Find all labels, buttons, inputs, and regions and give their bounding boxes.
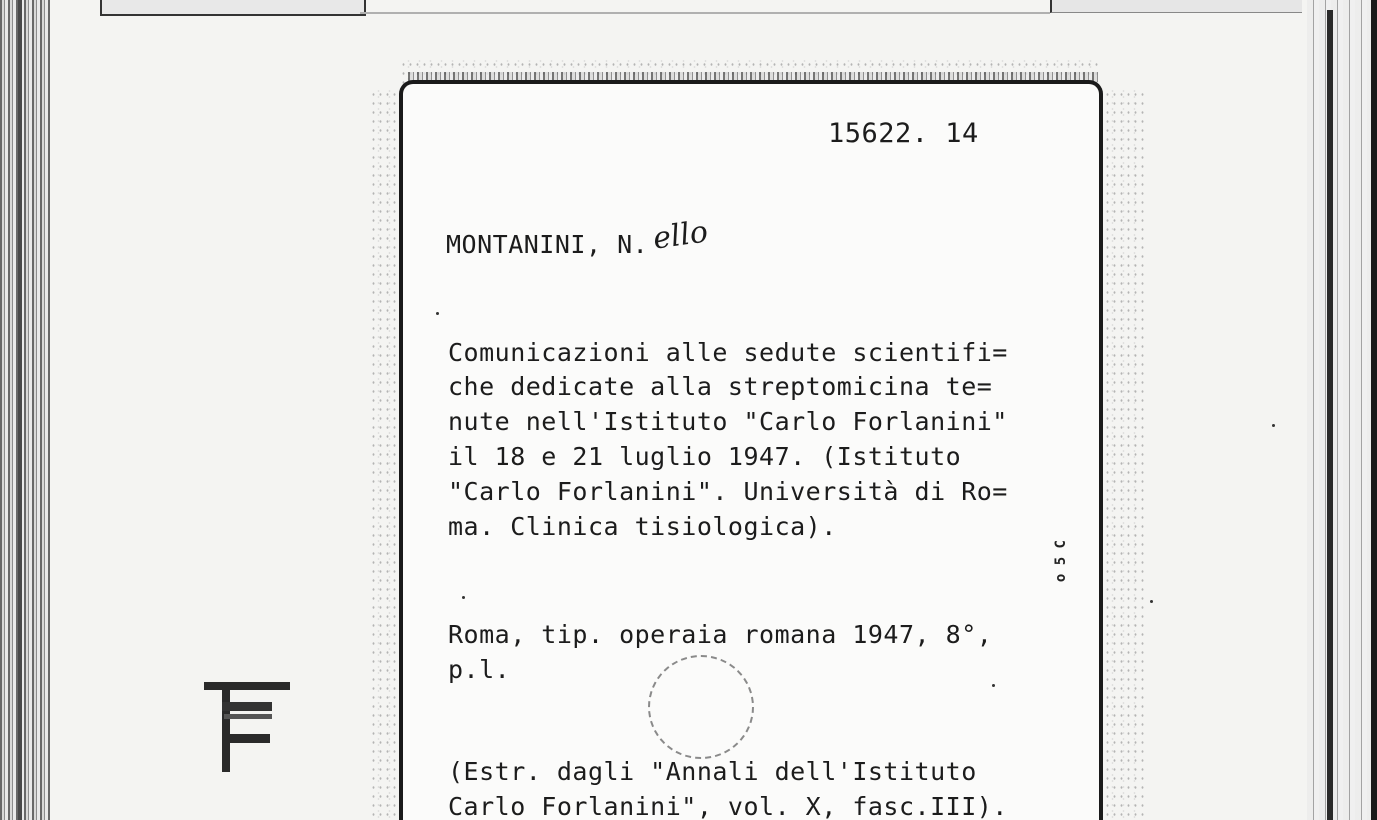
card-number: 15622. 14 bbox=[828, 118, 979, 149]
scan-far-right-border bbox=[1371, 0, 1377, 820]
title-line: nute nell'Istituto "Carlo Forlanini" bbox=[448, 407, 1008, 436]
scan-left-edge bbox=[0, 0, 50, 820]
scan-dot bbox=[1272, 424, 1275, 427]
scan-noise-right bbox=[1104, 90, 1144, 820]
title-line: il 18 e 21 luglio 1947. (Istituto bbox=[448, 442, 962, 471]
scan-noise-left bbox=[370, 90, 400, 820]
scan-top-right-card-edge bbox=[1050, 0, 1302, 13]
f-stamp-mark bbox=[202, 680, 292, 775]
scan-top-line bbox=[360, 12, 1050, 14]
scan-dot bbox=[992, 684, 995, 687]
handwritten-author-completion: ello bbox=[650, 214, 711, 257]
note-line: Carlo Forlanini", vol. X, fasc.III). bbox=[448, 792, 1008, 820]
title-line: ma. Clinica tisiologica). bbox=[448, 512, 837, 541]
imprint-line: Roma, tip. operaia romana 1947, 8°, bbox=[448, 620, 993, 649]
title-line: Comunicazioni alle sedute scientifi= bbox=[448, 338, 1008, 367]
scan-dot bbox=[462, 596, 465, 599]
faint-circle-stamp bbox=[648, 655, 754, 759]
title-line: che dedicate alla streptomicina te= bbox=[448, 372, 993, 401]
author-name: MONTANINI, N. bbox=[446, 230, 649, 259]
imprint-line: p.l. bbox=[448, 655, 511, 684]
scan-dot bbox=[436, 312, 439, 315]
note-line: (Estr. dagli "Annali dell'Istituto bbox=[448, 757, 977, 786]
scan-top-left-card-edge bbox=[100, 0, 366, 16]
scan-right-border-line bbox=[1327, 10, 1333, 820]
scan-dot bbox=[1150, 600, 1153, 603]
call-number-vertical: o 5 C bbox=[1053, 540, 1069, 583]
title-line: "Carlo Forlanini". Università di Ro= bbox=[448, 477, 1008, 506]
scan-right-edge bbox=[1307, 0, 1377, 820]
